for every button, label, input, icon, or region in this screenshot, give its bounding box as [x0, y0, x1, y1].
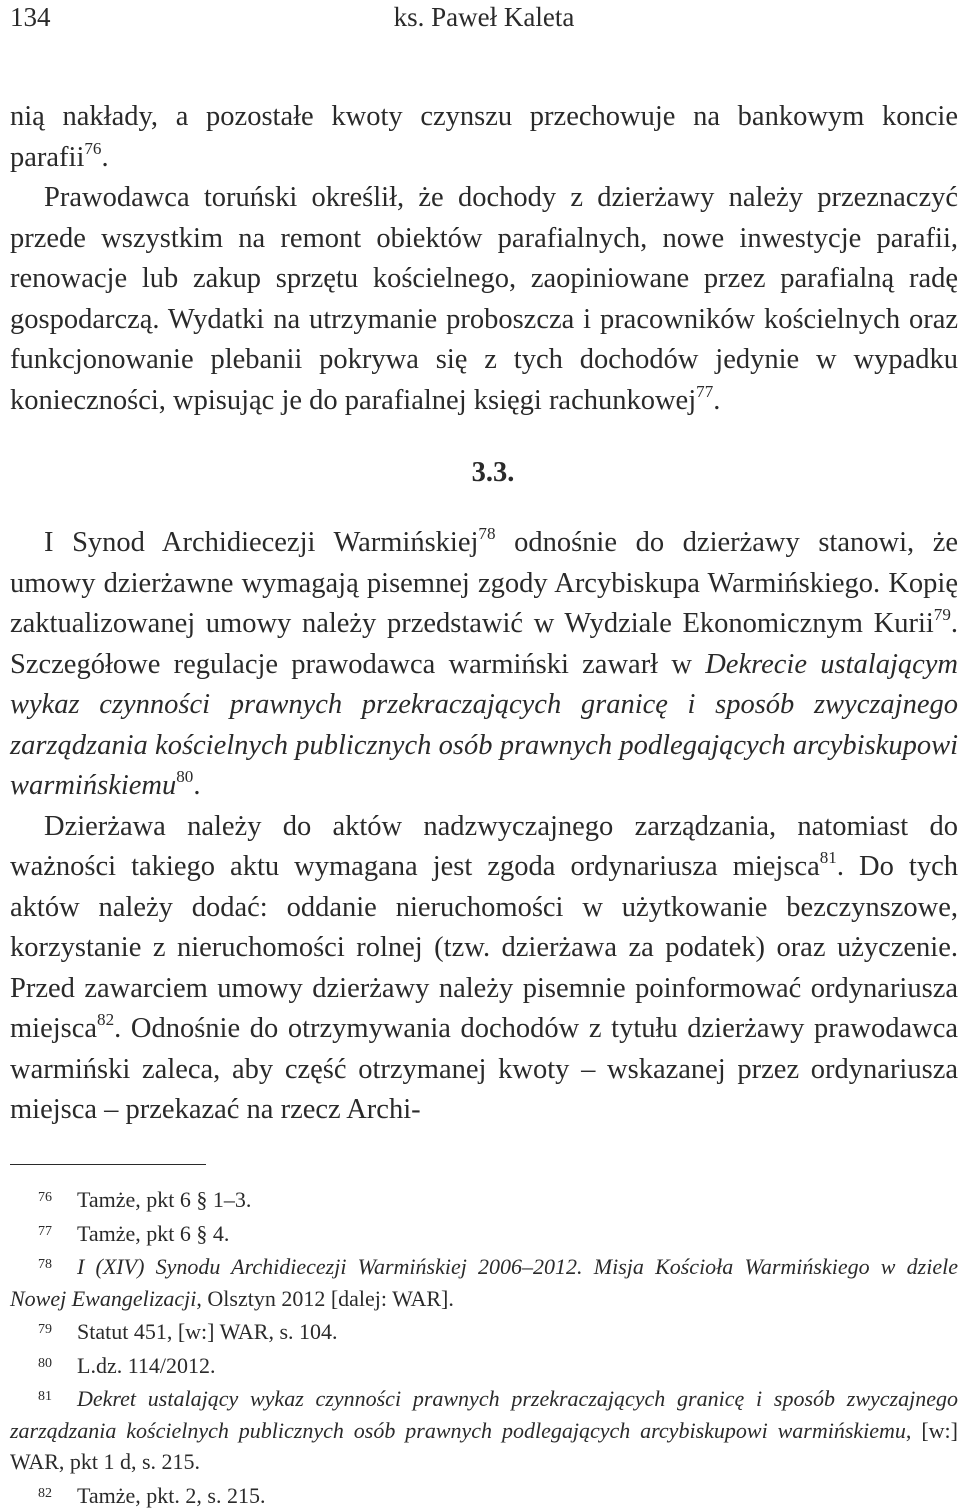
footnote-number: 82 [38, 1478, 77, 1510]
decree-title: Dekrecie ustalającym wykaz czynności prawnych przekraczających granicę i sposób zwyczajnego zarządzania kościelnych publicznych osób prawnych podlegających arcybiskupowi warmińskiemu [10, 649, 958, 802]
footnote-76: 76 Tamże, pkt 6 § 1–3. [10, 1182, 958, 1216]
page-number: 134 [10, 0, 51, 34]
section-heading: 3.3. [10, 453, 958, 493]
footnote-78: 78 I (XIV) Synodu Archidiecezji Warmińskiej 2006–2012. Misja Kościoła Warmińskiego w dziele Nowej Ewangelizacji, Olsztyn 2012 [dalej: WAR]. [10, 1249, 958, 1314]
footnote-ref-78[interactable]: 78 [478, 524, 495, 543]
footnote-number: 79 [38, 1314, 77, 1346]
footnotes [10, 1182, 958, 1511]
footnote-ref-81[interactable]: 81 [820, 848, 837, 867]
footnote-80: 80 L.dz. 114/2012. [10, 1348, 958, 1382]
footnote-ref-77[interactable]: 77 [696, 382, 713, 401]
page-header [10, 0, 958, 34]
footnote-ref-80[interactable]: 80 [176, 767, 193, 786]
body-text [10, 97, 958, 1131]
footnote-77: 77 Tamże, pkt 6 § 4. [10, 1216, 958, 1250]
footnote-number: 80 [38, 1348, 77, 1380]
footnote-81: 81 Dekret ustalający wykaz czynności prawnych przekraczających granicę i sposób zwyczajnego zarządzania kościelnych publicznych osób prawnych podlegających arcybiskupowi warmińskiemu, [w:] WAR, pkt 1 d, s. 215. [10, 1381, 958, 1478]
paragraph-1: nią nakłady, a pozostałe kwoty czynszu przechowuje na bankowym koncie parafii$^{76}$. [10, 97, 958, 178]
paragraph-3: I Synod Archidiecezji Warmińskiej$^{78}$ odnośnie do dzierżawy stanowi, że umowy dzierżawne wymagają pisemnej zgody Arcybiskupa Warmińskiego. Kopię zaktualizowanej umowy należy przedstawić w Wydziale Ekonomicznym Kurii$^{79}$. Szczegółowe regulacje prawodawca warmiński zawarł w Dekrecie ustalającym wykaz czynności prawnych przekraczających granicę i sposób zwyczajnego zarządzania kościelnych publicznych osób prawnych podlegających arcybiskupowi warmińskiemu$^{80}$. [10, 523, 958, 807]
paragraph-4: Dzierżawa należy do aktów nadzwyczajnego zarządzania, natomiast do ważności takiego aktu wymagana jest zgoda ordynariusza miejsca$^{81}$. Do tych aktów należy dodać: oddanie nieruchomości w użytkowanie bezczynszowe, korzystanie z nieruchomości rolnej (tzw. dzierżawa za podatek) oraz użyczenie. Przed zawarciem umowy dzierżawy należy pisemnie poinformować ordynariusza miejsca$^{82}$. Odnośnie do otrzymywania dochodów z tytułu dzierżawy prawodawca warmiński zaleca, aby część otrzymanej kwoty – wskazanej przez ordynariusza miejsca – przekazać na rzecz Archi- [10, 807, 958, 1131]
footnote-82: 82 Tamże, pkt. 2, s. 215. [10, 1478, 958, 1511]
footnote-79: 79 Statut 451, [w:] WAR, s. 104. [10, 1314, 958, 1348]
footnote-ref-82[interactable]: 82 [97, 1010, 114, 1029]
footnote-number: 76 [38, 1182, 77, 1214]
running-head: ks. Paweł Kaleta [10, 0, 958, 34]
footnote-number: 81 [38, 1381, 77, 1413]
footnote-number: 77 [38, 1216, 77, 1248]
footnote-separator [10, 1164, 206, 1165]
footnote-number: 78 [38, 1249, 77, 1281]
paragraph-2: Prawodawca toruński określił, że dochody z dzierżawy należy przeznaczyć przede wszystkim na remont obiektów parafialnych, nowe inwestycje parafii, renowacje lub zakup sprzętu kościelnego, zaopiniowane przez parafialną radę gospodarczą. Wydatki na utrzymanie proboszcza i pracowników kościelnych oraz funkcjonowanie plebanii pokrywa się z tych dochodów jedynie w wypadku konieczności, wpisując je do parafialnej księgi rachunkowej$^{77}$. [10, 178, 958, 421]
footnote-ref-79[interactable]: 79 [934, 605, 951, 624]
footnote-ref-76[interactable]: 76 [84, 139, 101, 158]
